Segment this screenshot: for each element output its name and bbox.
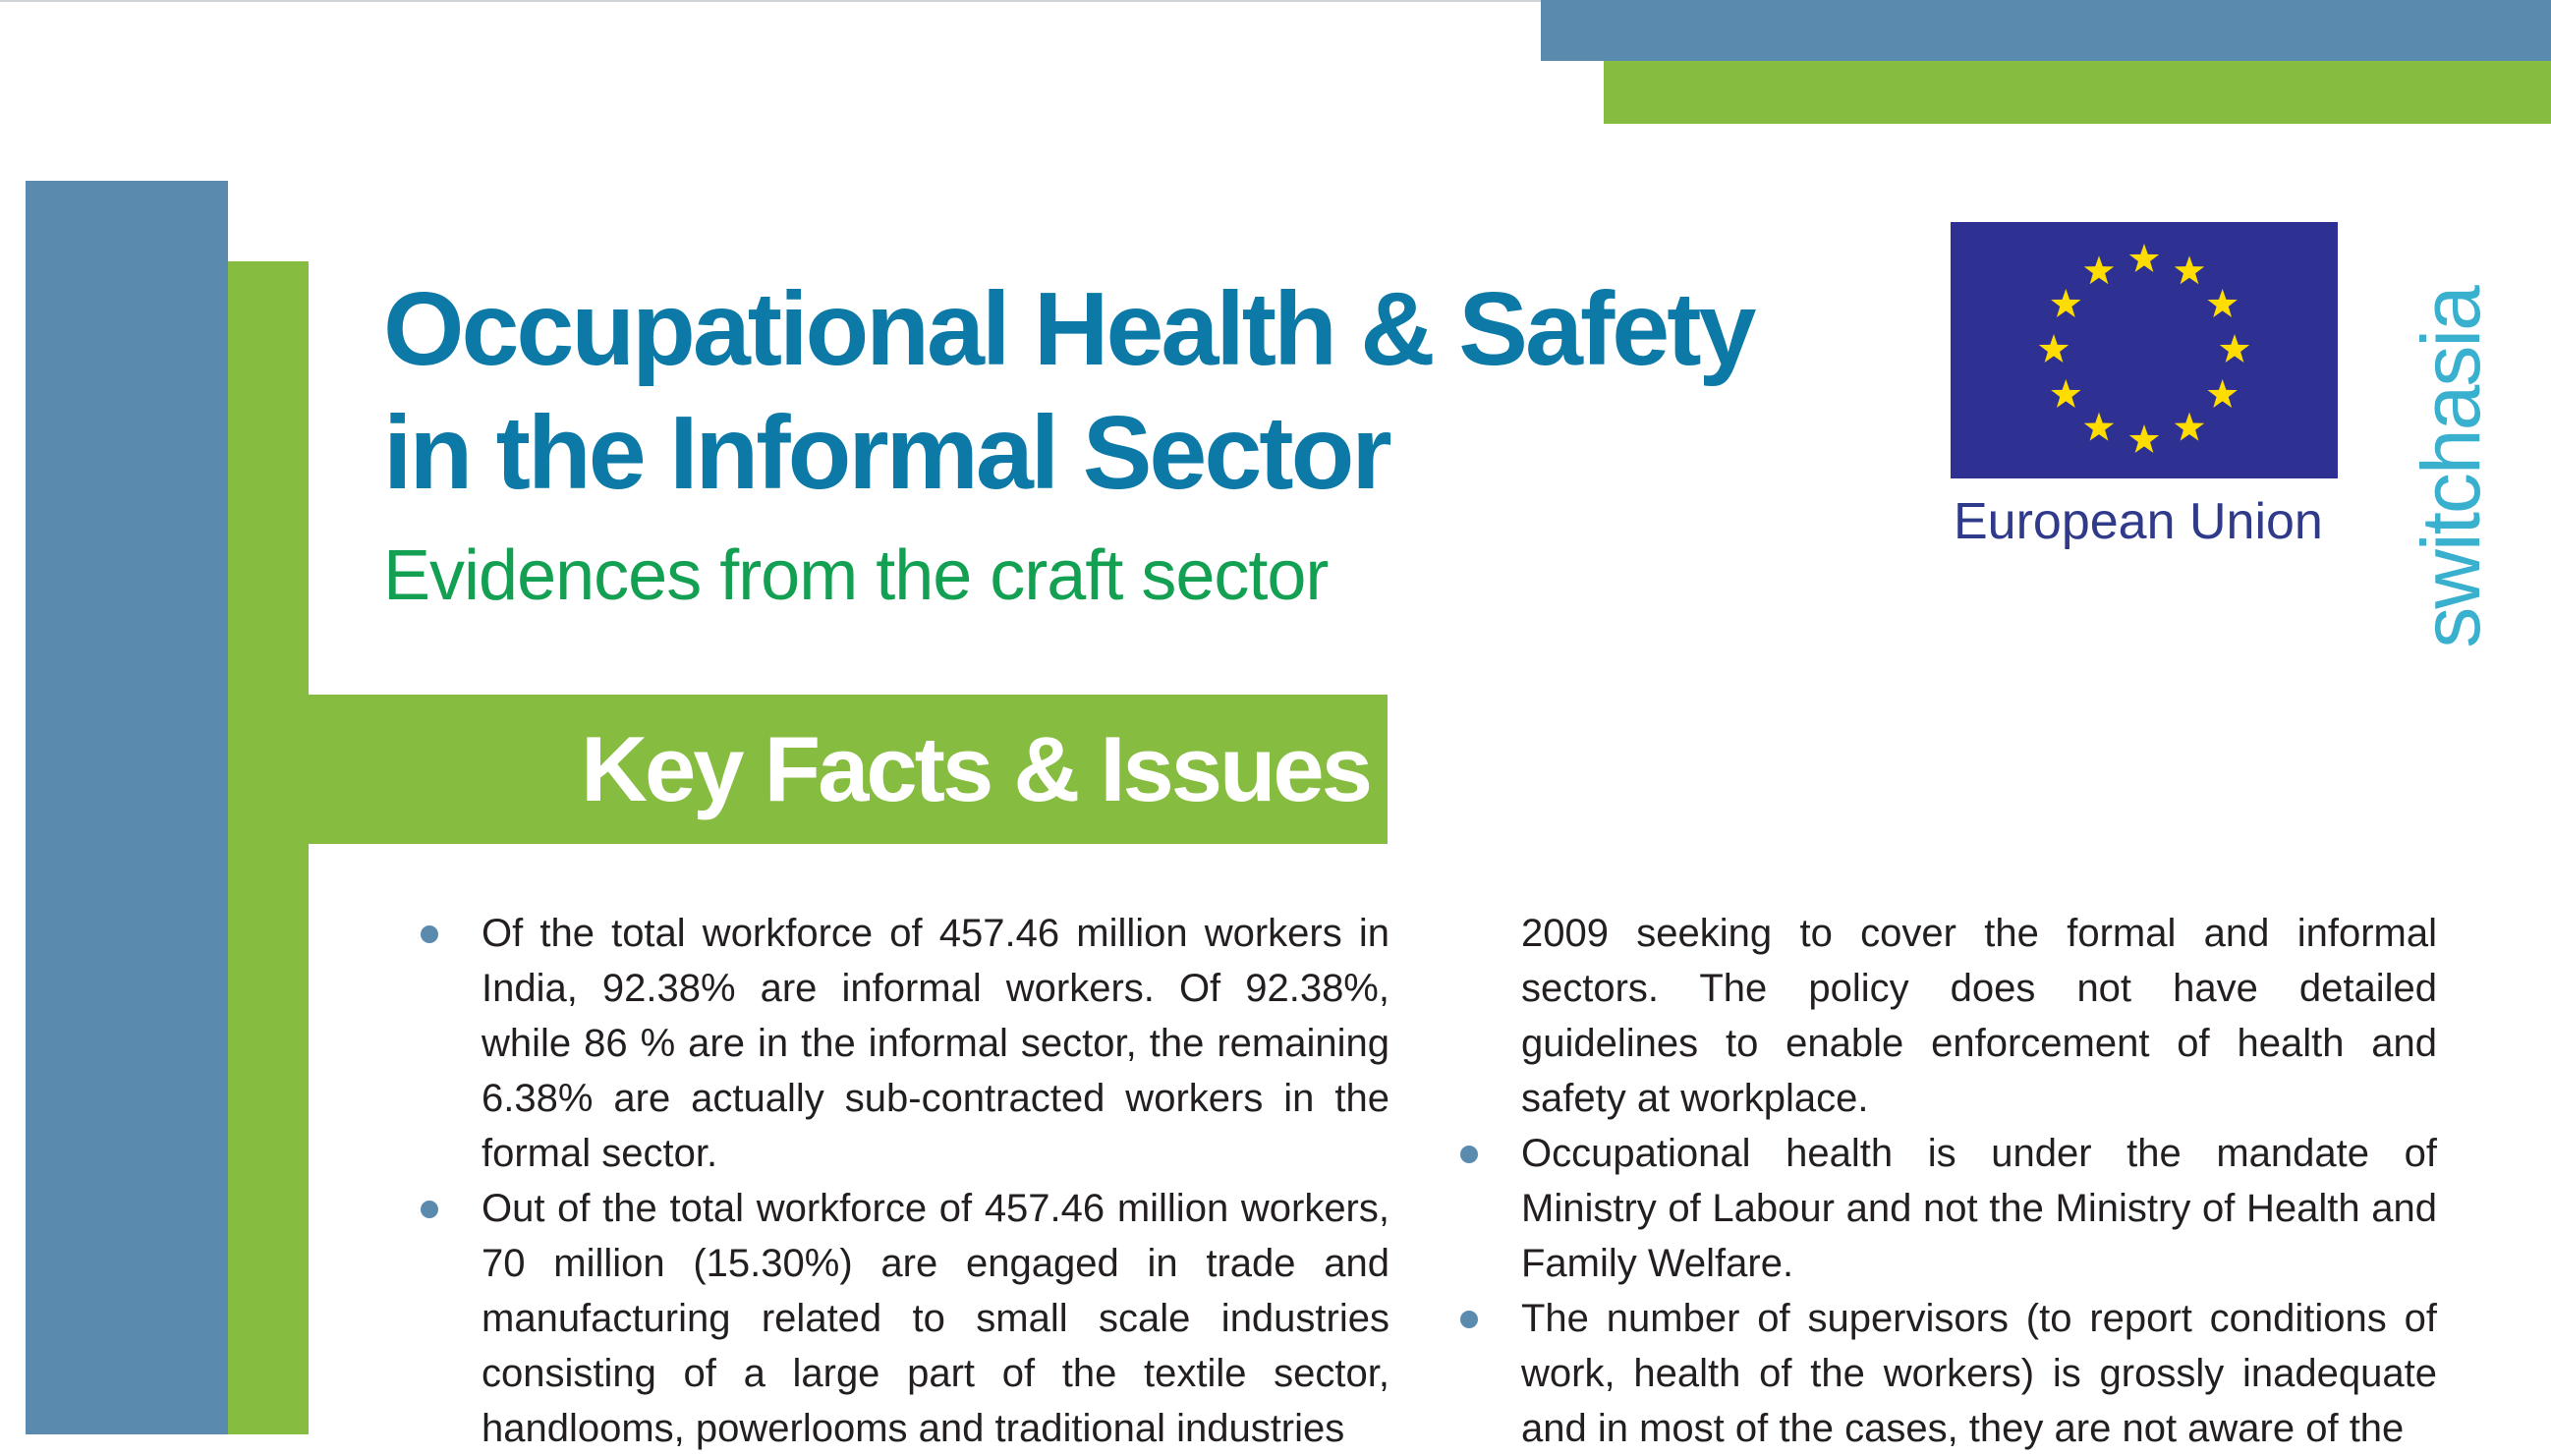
document-subtitle: Evidences from the craft sector — [383, 536, 1329, 615]
bullet-text: Occupational health is under the mandate of Ministry of Labour and not the Ministry of Health and Family Welfare. — [1521, 1132, 2437, 1285]
key-facts-right-column — [1521, 906, 2437, 1456]
title-line-1: Occupational Health & Safety — [383, 271, 1754, 387]
side-band-green — [228, 261, 309, 1434]
bullet-icon — [421, 1201, 438, 1218]
bullet-text: Out of the total workforce of 457.46 million workers, 70 million (15.30%) are engaged in trade and manufacturing related to small scale industries consisting of a large part of the textile sector, handlooms, powerlooms and traditional industries — [482, 1187, 1389, 1450]
bullet-icon — [1460, 1146, 1478, 1163]
switch-asia-wordmark: switchasia — [2405, 287, 2497, 648]
header-band-blue — [1541, 0, 2551, 61]
bullet-text: Of the total workforce of 457.46 million workers in India, 92.38% are informal workers. Of 92.38%, while 86 % are in the informal sector, the remaining 6.38% are actually sub-contracted workers in the formal sector. — [482, 912, 1389, 1175]
bullet-icon — [421, 925, 438, 943]
list-item — [1521, 1126, 2437, 1291]
bullet-icon — [1460, 1311, 1478, 1328]
right-bullet-list — [1521, 1126, 2437, 1456]
side-band-blue — [26, 181, 228, 1434]
eu-label: European Union — [1954, 493, 2323, 550]
document-title — [383, 267, 1753, 515]
title-line-2: in the Informal Sector — [383, 395, 1389, 511]
eu-flag-logo — [1951, 222, 2338, 478]
header-band-green — [1604, 61, 2551, 124]
list-item — [1521, 1291, 2437, 1456]
section-heading: Key Facts & Issues — [581, 717, 1370, 820]
list-item — [482, 1181, 1389, 1456]
continued-paragraph: 2009 seeking to cover the formal and informal sectors. The policy does not have detailed guidelines to enable enforcement of health and safety at workplace. — [1521, 912, 2437, 1120]
list-item — [482, 906, 1389, 1181]
bullet-text: The number of supervisors (to report conditions of work, health of the workers) is grossly inadequate and in most of the cases, they are not aware of the — [1521, 1297, 2437, 1450]
switch-asia-logo — [2405, 222, 2497, 713]
key-facts-left-column — [482, 906, 1389, 1456]
